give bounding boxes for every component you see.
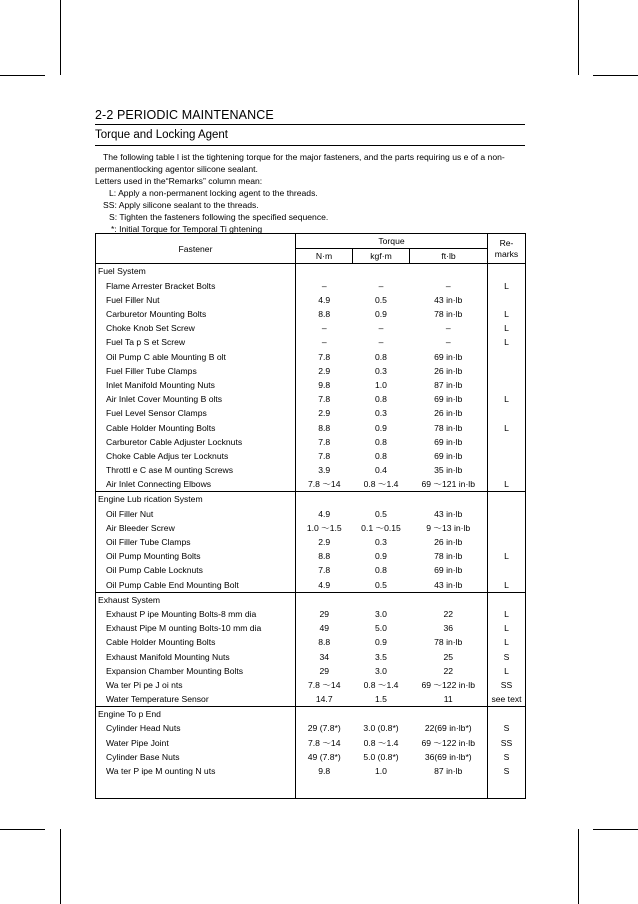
group-empty-cell (410, 707, 488, 722)
header-nm: N·m (296, 249, 353, 264)
torque-ftlb: 25 (410, 649, 488, 663)
remarks: L (488, 279, 526, 293)
torque-nm: 3.9 (318, 465, 331, 476)
torque-kgfm: 3.0 (0.8*) (363, 723, 399, 734)
remarks: L (488, 420, 526, 434)
torque-nm: 2.9 (318, 537, 331, 548)
remarks: L (488, 335, 526, 349)
torque-nm: 7.8 (318, 565, 331, 576)
torque-kgfm: 0.8 (375, 351, 387, 362)
group-empty-cell (488, 707, 526, 722)
table-row (96, 420, 526, 434)
torque-nm: 8.8 (318, 637, 331, 648)
crop-mark (578, 0, 579, 75)
remarks: L (488, 307, 526, 321)
torque-ftlb: 22 (410, 664, 488, 678)
remarks (488, 293, 526, 307)
fastener-name: Water Pipe Joint (96, 736, 296, 750)
fastener-name: Carburetor Cable Adjuster Locknuts (96, 435, 296, 449)
table-row (96, 635, 526, 649)
crop-mark (60, 0, 61, 75)
table-row (96, 549, 526, 563)
torque-nm: 1.0 ～1.5 (306, 522, 342, 533)
fastener-name: Throttl e C ase M ounting Screws (96, 463, 296, 477)
table-row (96, 764, 526, 778)
header-ftlb: ft·lb (410, 249, 488, 264)
torque-nm: 14.7 (315, 694, 333, 705)
legend-item: *: Initial Torque for Temporal Ti ghtening (111, 224, 263, 234)
table-row (96, 649, 526, 663)
torque-kgfm: 1.5 (375, 694, 387, 705)
legend-item: S: Tighten the fasteners following the specified sequence. (109, 212, 329, 222)
torque-ftlb: 22(69 in·lb*) (410, 721, 488, 735)
torque-nm: 7.8 (318, 394, 331, 405)
torque-kgfm: 1.0 (375, 766, 387, 777)
torque-nm: 9.8 (318, 766, 331, 777)
group-empty-cell (353, 492, 410, 507)
table-row (96, 307, 526, 321)
table-row (96, 507, 526, 521)
group-empty-cell (296, 592, 353, 607)
group-empty-cell (296, 707, 353, 722)
section-divider (95, 124, 525, 125)
legend-item: SS: Apply silicone sealant to the threads. (103, 200, 259, 210)
subtitle-divider (95, 145, 525, 146)
torque-kgfm: 0.5 (375, 579, 387, 590)
torque-nm: 29 (319, 665, 330, 676)
table-row (96, 449, 526, 463)
crop-mark (0, 829, 45, 830)
group-empty-cell (353, 592, 410, 607)
crop-mark (60, 829, 61, 904)
remarks (488, 364, 526, 378)
group-name: Engine To p End (96, 707, 296, 722)
page-section-title: 2-2 PERIODIC MAINTENANCE (95, 108, 274, 122)
table-row (96, 378, 526, 392)
table-group-row (96, 492, 526, 507)
table-row (96, 350, 526, 364)
fastener-name: Cylinder Head Nuts (96, 721, 296, 735)
header-fastener: Fastener (96, 234, 296, 264)
table-row (96, 721, 526, 735)
torque-kgfm: 0.5 (375, 294, 387, 305)
torque-ftlb: – (410, 321, 488, 335)
crop-mark (578, 829, 579, 904)
torque-kgfm: 0.3 (375, 365, 387, 376)
torque-nm: 7.8 ～14 (308, 737, 341, 748)
torque-ftlb: – (410, 279, 488, 293)
remarks: L (488, 607, 526, 621)
table-row (96, 477, 526, 492)
torque-ftlb: 69 in·lb (410, 392, 488, 406)
torque-ftlb: 35 in·lb (410, 463, 488, 477)
torque-nm: 7.8 (318, 351, 331, 362)
group-empty-cell (410, 492, 488, 507)
torque-table-body (96, 264, 526, 799)
torque-nm: 8.8 (318, 309, 331, 320)
table-row (96, 578, 526, 593)
fastener-name: Exhaust Manifold Mounting Nuts (96, 649, 296, 663)
torque-kgfm: 0.9 (375, 551, 387, 562)
fastener-name: Expansion Chamber Mounting Bolts (96, 664, 296, 678)
torque-kgfm: 5.0 (375, 623, 387, 634)
fastener-name: Exhaust P ipe Mounting Bolts-8 mm dia (96, 607, 296, 621)
fastener-name: Air Bleeder Screw (96, 521, 296, 535)
fastener-name: Fuel Level Sensor Clamps (96, 406, 296, 420)
remarks (488, 435, 526, 449)
remarks (488, 463, 526, 477)
torque-ftlb: 78 in·lb (410, 549, 488, 563)
table-row (96, 335, 526, 349)
torque-kgfm: 5.0 (0.8*) (363, 751, 399, 762)
torque-nm: – (321, 323, 327, 334)
header-remarks (488, 234, 526, 264)
torque-ftlb: 69 ～122 in·lb (410, 678, 488, 692)
torque-nm: 2.9 (318, 365, 331, 376)
group-empty-cell (410, 264, 488, 279)
torque-ftlb: 87 in·lb (410, 764, 488, 778)
table-row (96, 664, 526, 678)
torque-ftlb: 9 ～13 in·lb (410, 521, 488, 535)
remarks (488, 378, 526, 392)
remarks (488, 406, 526, 420)
group-empty-cell (410, 592, 488, 607)
torque-ftlb: 78 in·lb (410, 307, 488, 321)
header-torque: Torque (296, 234, 488, 249)
torque-kgfm: 3.0 (375, 608, 387, 619)
fastener-name: Fuel Ta p S et Screw (96, 335, 296, 349)
torque-kgfm: 1.0 (375, 379, 387, 390)
torque-ftlb: 69 in·lb (410, 563, 488, 577)
crop-mark (593, 75, 638, 76)
torque-ftlb: 78 in·lb (410, 420, 488, 434)
torque-nm: 4.9 (318, 508, 331, 519)
table-row (96, 435, 526, 449)
fastener-name: Fuel Filler Tube Clamps (96, 364, 296, 378)
group-empty-cell (296, 264, 353, 279)
header-kgfm: kgf·m (353, 249, 410, 264)
table-row (96, 678, 526, 692)
fastener-name: Wa ter P ipe M ounting N uts (96, 764, 296, 778)
table-row (96, 692, 526, 707)
torque-nm: 4.9 (318, 294, 331, 305)
torque-kgfm: 0.3 (375, 408, 387, 419)
table-row (96, 521, 526, 535)
remarks (488, 535, 526, 549)
remarks: S (488, 750, 526, 764)
fastener-name: Oil Filler Tube Clamps (96, 535, 296, 549)
torque-nm: 34 (319, 651, 330, 662)
group-empty-cell (296, 492, 353, 507)
group-empty-cell (353, 264, 410, 279)
torque-ftlb: 36 (410, 621, 488, 635)
table-row (96, 293, 526, 307)
crop-mark (593, 829, 638, 830)
table-padding-row (96, 778, 526, 799)
torque-nm: 7.8 ～14 (308, 679, 341, 690)
torque-kgfm: 0.3 (375, 537, 387, 548)
torque-ftlb: 78 in·lb (410, 635, 488, 649)
remarks: L (488, 635, 526, 649)
remarks (488, 449, 526, 463)
torque-kgfm: 3.0 (375, 665, 387, 676)
torque-kgfm: 0.9 (375, 637, 387, 648)
group-name: Fuel System (96, 264, 296, 279)
table-group-row (96, 707, 526, 722)
intro-paragraph: The following table l ist the tightening torque for the major fasteners, and the parts requiring us e of a non-permanentlocking agentor silicone sealant. (95, 152, 505, 174)
torque-kgfm: 3.5 (375, 651, 387, 662)
torque-ftlb: 36(69 in·lb*) (410, 750, 488, 764)
torque-nm: 7.8 (318, 436, 331, 447)
header-remarks-line2: marks (494, 248, 519, 259)
crop-mark (0, 75, 45, 76)
table-row (96, 621, 526, 635)
torque-kgfm: 0.8 ～1.4 (363, 479, 399, 490)
table-row (96, 750, 526, 764)
torque-nm: 29 (319, 608, 330, 619)
torque-ftlb: 26 in·lb (410, 535, 488, 549)
torque-kgfm: 0.5 (375, 508, 387, 519)
remarks (488, 521, 526, 535)
torque-ftlb: 69 ～121 in·lb (410, 477, 488, 492)
torque-ftlb: 69 in·lb (410, 435, 488, 449)
legend-item: L: Apply a non-permanent locking agent to the threads. (109, 188, 318, 198)
torque-nm: 8.8 (318, 551, 331, 562)
torque-nm: 49 (7.8*) (307, 751, 341, 762)
torque-nm: 7.8 (318, 450, 331, 461)
remarks: S (488, 649, 526, 663)
table-row (96, 406, 526, 420)
fastener-name: Inlet Manifold Mounting Nuts (96, 378, 296, 392)
fastener-name: Oil Filler Nut (96, 507, 296, 521)
fastener-name: Oil Pump Mounting Bolts (96, 549, 296, 563)
remarks: SS (488, 678, 526, 692)
intro-text (95, 151, 535, 235)
table-row (96, 535, 526, 549)
remarks (488, 507, 526, 521)
remarks: L (488, 578, 526, 593)
torque-nm: 2.9 (318, 408, 331, 419)
torque-nm: – (321, 337, 327, 348)
remarks: S (488, 721, 526, 735)
fastener-name: Water Temperature Sensor (96, 692, 296, 707)
torque-ftlb: 43 in·lb (410, 578, 488, 593)
fastener-name: Wa ter Pi pe J oi nts (96, 678, 296, 692)
remarks: L (488, 549, 526, 563)
fastener-name: Air Inlet Cover Mounting B olts (96, 392, 296, 406)
torque-kgfm: 0.4 (375, 465, 387, 476)
torque-ftlb: 69 in·lb (410, 449, 488, 463)
torque-kgfm: 0.8 (375, 565, 387, 576)
torque-ftlb: 69 ～122 in·lb (410, 736, 488, 750)
fastener-name: Choke Knob Set Screw (96, 321, 296, 335)
remarks: S (488, 764, 526, 778)
group-empty-cell (488, 264, 526, 279)
table-row (96, 607, 526, 621)
fastener-name: Oil Pump Cable Locknuts (96, 563, 296, 577)
page-subtitle: Torque and Locking Agent (95, 129, 228, 141)
fastener-name: Air Inlet Connecting Elbows (96, 477, 296, 492)
table-row (96, 364, 526, 378)
fastener-name: Oil Pump Cable End Mounting Bolt (96, 578, 296, 593)
table-row (96, 392, 526, 406)
torque-nm: 9.8 (318, 379, 331, 390)
torque-kgfm: 0.9 (375, 422, 387, 433)
torque-nm: 29 (7.8*) (307, 723, 341, 734)
fastener-name: Flame Arrester Bracket Bolts (96, 279, 296, 293)
torque-kgfm: 0.1 ～0.15 (361, 522, 401, 533)
letters-explanation: Letters used in the“Remarks” column mean: (95, 176, 263, 186)
remarks: L (488, 621, 526, 635)
empty-cell (353, 778, 410, 799)
remarks: SS (488, 736, 526, 750)
remarks: L (488, 477, 526, 492)
fastener-name: Carburetor Mounting Bolts (96, 307, 296, 321)
torque-nm: 49 (319, 623, 330, 634)
table-group-row (96, 264, 526, 279)
empty-cell (410, 778, 488, 799)
torque-table (95, 233, 526, 799)
remarks: see text (488, 692, 526, 707)
torque-ftlb: 69 in·lb (410, 350, 488, 364)
torque-kgfm: 0.8 (375, 436, 387, 447)
torque-kgfm: 0.8 ～1.4 (363, 737, 399, 748)
torque-kgfm: 0.8 ～1.4 (363, 679, 399, 690)
remarks: L (488, 392, 526, 406)
group-name: Engine Lub rication System (96, 492, 296, 507)
group-empty-cell (488, 592, 526, 607)
torque-ftlb: 26 in·lb (410, 364, 488, 378)
table-row (96, 321, 526, 335)
fastener-name: Cable Holder Mounting Bolts (96, 420, 296, 434)
table-group-row (96, 592, 526, 607)
group-name: Exhaust System (96, 592, 296, 607)
torque-kgfm: – (378, 323, 384, 334)
torque-kgfm: 0.9 (375, 309, 387, 320)
torque-nm: 4.9 (318, 579, 331, 590)
torque-ftlb: 26 in·lb (410, 406, 488, 420)
group-empty-cell (353, 707, 410, 722)
table-row (96, 736, 526, 750)
remarks (488, 350, 526, 364)
empty-cell (96, 778, 296, 799)
remarks: L (488, 664, 526, 678)
torque-ftlb: 22 (410, 607, 488, 621)
fastener-name: Cylinder Base Nuts (96, 750, 296, 764)
table-row (96, 463, 526, 477)
header-remarks-line1: Re- (499, 237, 514, 248)
empty-cell (488, 778, 526, 799)
torque-kgfm: – (378, 337, 384, 348)
torque-ftlb: 43 in·lb (410, 507, 488, 521)
fastener-name: Cable Holder Mounting Bolts (96, 635, 296, 649)
torque-ftlb: 11 (410, 692, 488, 707)
fastener-name: Fuel Filler Nut (96, 293, 296, 307)
torque-ftlb: 43 in·lb (410, 293, 488, 307)
torque-nm: 7.8 ～14 (308, 479, 341, 490)
fastener-name: Exhaust Pipe M ounting Bolts-10 mm dia (96, 621, 296, 635)
group-empty-cell (488, 492, 526, 507)
torque-kgfm: 0.8 (375, 394, 387, 405)
torque-nm: 8.8 (318, 422, 331, 433)
table-row (96, 563, 526, 577)
torque-kgfm: 0.8 (375, 450, 387, 461)
fastener-name: Oil Pump C able Mounting B olt (96, 350, 296, 364)
remarks: L (488, 321, 526, 335)
torque-ftlb: – (410, 335, 488, 349)
remarks (488, 563, 526, 577)
empty-cell (296, 778, 353, 799)
fastener-name: Choke Cable Adjus ter Locknuts (96, 449, 296, 463)
torque-kgfm: – (378, 280, 384, 291)
table-row (96, 279, 526, 293)
torque-nm: – (321, 280, 327, 291)
torque-ftlb: 87 in·lb (410, 378, 488, 392)
